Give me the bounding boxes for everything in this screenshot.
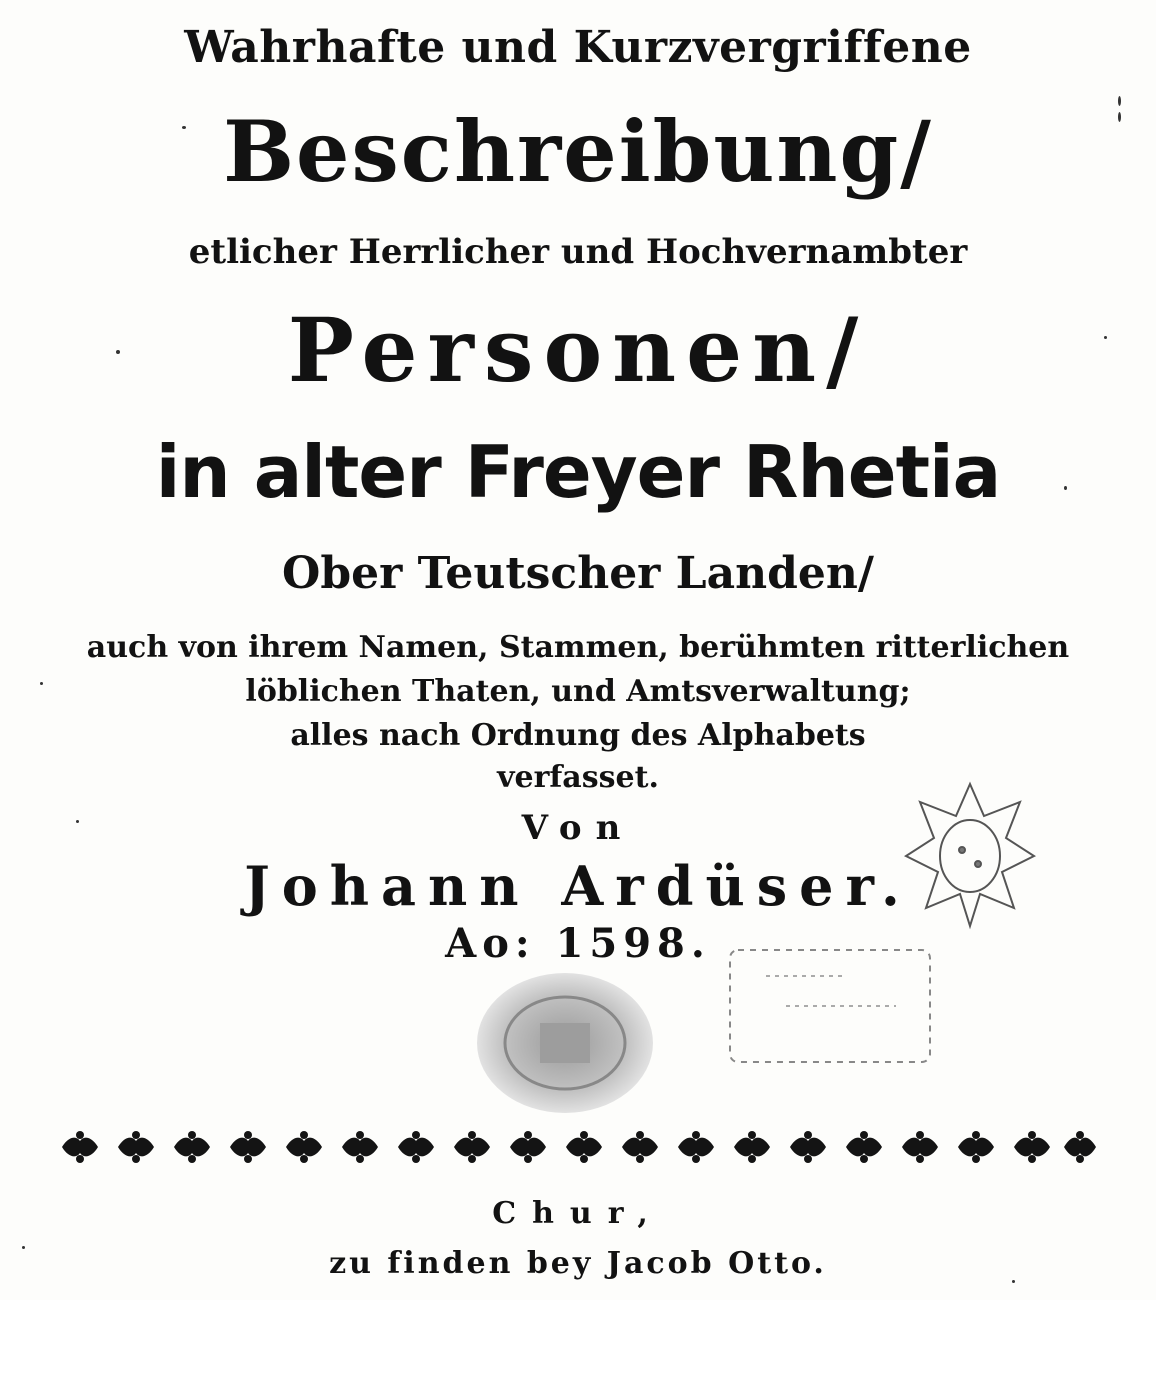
star-stamp-icon — [902, 780, 1038, 930]
title-line-3: etlicher Herrlicher und Hochvernambter — [188, 232, 968, 272]
year-line: Ao: 1598. — [445, 920, 711, 967]
author-name: Johann Ardüser. — [244, 854, 912, 918]
subtitle-line-4: verfasset. — [497, 760, 659, 795]
place-line: Chur, — [492, 1196, 664, 1231]
subtitle-line-2: löblichen Thaten, und Amtsverwaltung; — [245, 674, 911, 709]
subtitle-line-1: auch von ihrem Namen, Stammen, berühmten ritterlichen — [86, 630, 1070, 665]
title-line-1: Wahrhafte und Kurzvergriffene — [184, 22, 972, 73]
fleuron-ornament-row — [58, 1126, 1098, 1168]
title-persons-word: Personen/ — [287, 298, 869, 402]
publisher-line: zu finden bey Jacob Otto. — [329, 1246, 827, 1281]
title-line-5: in alter Freyer Rhetia — [155, 430, 1001, 514]
by-label: Von — [521, 808, 635, 848]
dashed-stamp-outline — [726, 946, 934, 1066]
subtitle-line-3: alles nach Ordnung des Alphabets — [290, 718, 866, 753]
bottom-margin — [0, 1300, 1156, 1390]
title-line-6: Ober Teutscher Landen/ — [282, 548, 874, 599]
library-seal-icon — [470, 968, 660, 1118]
title-main-word: Beschreibung/ — [223, 102, 933, 201]
